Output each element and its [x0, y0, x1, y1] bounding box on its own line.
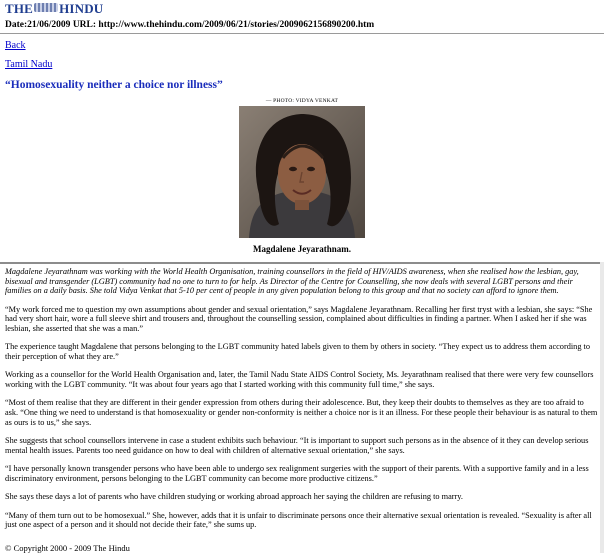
- article-paragraph: “Many of them turn out to be homosexual.” She, however, adds that it is unfair to discriminate persons once their alternative sexual orientation is revealed. “Sexuality is after all just one aspect of a person and it should not decide their fate,” she sums up.: [5, 510, 592, 530]
- top-divider: [0, 33, 604, 34]
- article-paragraph: “Most of them realise that they are different in their gender expression from others during their adolescence. But, they keep their doubts to themselves as they are too afraid to ask. “One thing we need to understand is that homosexuality or gender non-conformity is neither a choice nor is it an illness. For these people their behaviour is as natural to them as ours is to us,” she says.: [5, 398, 598, 427]
- back-link[interactable]: Back: [5, 40, 26, 51]
- article-headline: “Homosexuality neither a choice nor illness”: [5, 79, 223, 91]
- article-paragraph: She suggests that school counsellors intervene in case a student exhibits such behaviour. “It is important to support such persons as in the absence of it they can develop serious mental health issues. Parents too need guidance on how to deal with children of alternative sexual orientation,” she says.: [5, 436, 589, 455]
- brand-the: THE: [5, 1, 34, 16]
- article-body: [5, 267, 599, 539]
- date-url-line: [5, 20, 374, 30]
- article-paragraph: Working as a counsellor for the World Health Organisation and, later, the Tamil Nadu State AIDS Control Society, Ms. Jeyarathnam realised that there were very few counsellors working with the LGBT community. “It was about four years ago that I started working with this community full time,” she says.: [5, 370, 594, 389]
- date-label: Date:21/06/2009: [5, 20, 71, 30]
- section-link-tamil-nadu[interactable]: Tamil Nadu: [5, 59, 53, 70]
- article-paragraph: She says these days a lot of parents who have children studying or working abroad approach her saying the children are refusing to marry.: [5, 492, 463, 502]
- article-paragraph: “I have personally known transgender persons who have been able to undergo sex realignment surgeries with the support of their parents. With a supportive family and in a less discriminatory environment, persons belonging to the LGBT community can become more productive citizens.”: [5, 464, 589, 483]
- article-intro-paragraph: Magdalene Jeyarathnam was working with the World Health Organisation, training counsellors in the field of HIV/AIDS awareness, when she realised how the lesbian, gay, bisexual and transgender (LGBT) community had no one to turn to for help. As Director of the Centre for Counselling, she now deals with several LGBT persons and their families on a daily basis. She told Vidya Venkat that 5-10 per cent of people in any given population belong to this group and that no society can afford to ignore them.: [5, 267, 579, 296]
- photo-credit: — PHOTO: VIDYA VENKAT: [265, 98, 339, 104]
- article-paragraph: “My work forced me to question my own assumptions about gender and sexual orientation,” says Magdalene Jeyarathnam. Recalling her first tryst with a lesbian, she says: “She had very short hair, wore a full sleeve shirt and trousers and, throughout the counselling session, complained about difficulties in finding a partner. When I asked her if she was lesbian, she asserted that she was a man.”: [5, 304, 593, 333]
- article-paragraph: The experience taught Magdalene that persons belonging to the LGBT community hated labels given to them by others in society. “They expect us to address them according to their perception of what they are.”: [5, 342, 590, 361]
- article-divider: [0, 262, 604, 264]
- photo-caption: Magdalene Jeyarathnam.: [253, 244, 351, 254]
- portrait-photo: [239, 106, 365, 238]
- brand-hindu: HINDU: [59, 1, 104, 16]
- vertical-scrollbar[interactable]: [600, 262, 604, 553]
- emblem-icon: [34, 3, 58, 12]
- copyright-footer: © Copyright 2000 - 2009 The Hindu: [5, 543, 130, 553]
- portrait-illustration: [239, 106, 365, 238]
- url-label: URL: http://www.thehindu.com/2009/06/21/stories/2009062156890200.htm: [72, 20, 375, 30]
- masthead-logo: [5, 1, 103, 17]
